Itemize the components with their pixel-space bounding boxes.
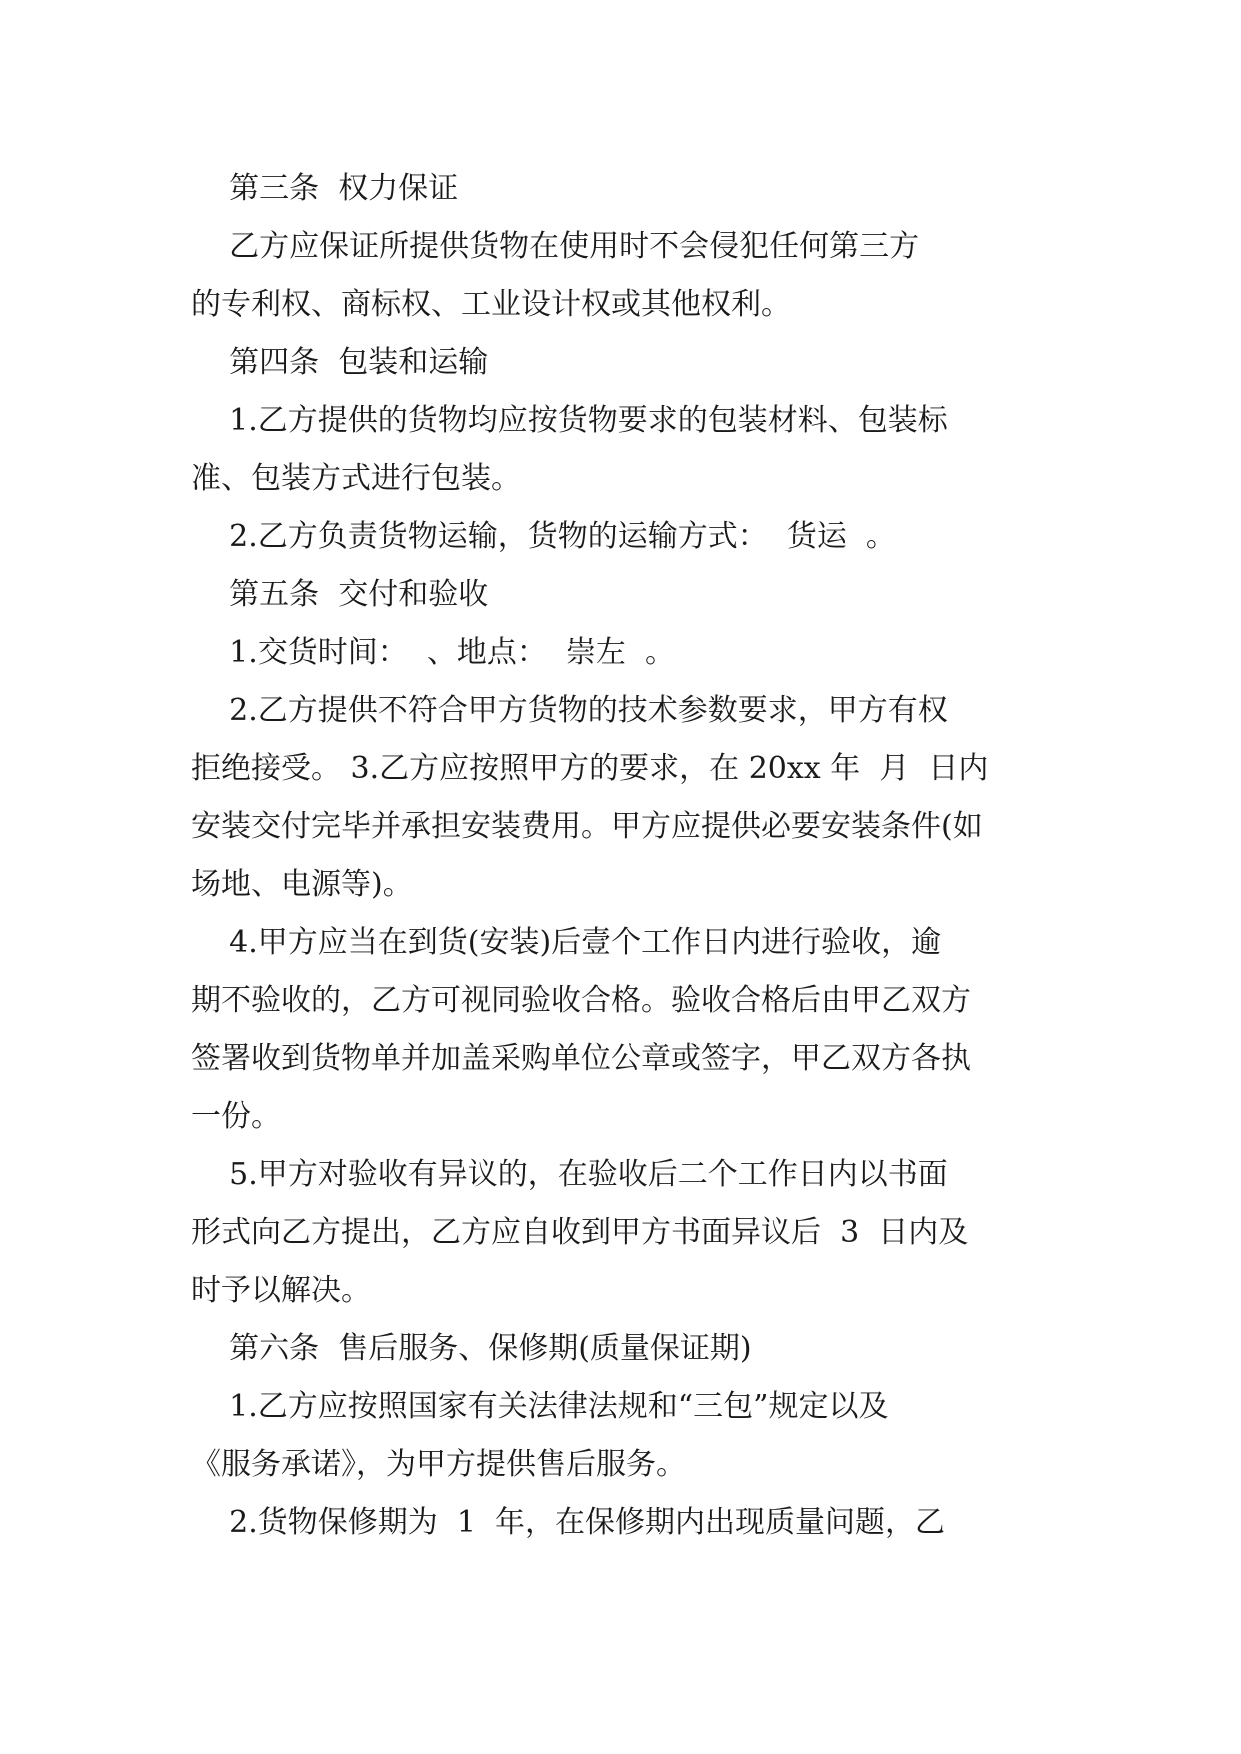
article-5-heading: 第五条 交付和验收 (191, 577, 489, 612)
paragraph-line: 准、包装方式进行包装。 (191, 461, 521, 496)
paragraph-line: 4.甲方应当在到货(安装)后壹个工作日内进行验收，逾 (191, 925, 942, 960)
paragraph-line: 乙方应保证所提供货物在使用时不会侵犯任何第三方 (191, 229, 920, 264)
paragraph-line: 2.乙方提供不符合甲方货物的技术参数要求，甲方有权 (191, 693, 948, 728)
article-4-heading: 第四条 包装和运输 (191, 345, 489, 380)
paragraph-line: 2.乙方负责货物运输，货物的运输方式： 货运 。 (191, 519, 896, 554)
paragraph-line: 场地、电源等)。 (191, 867, 413, 902)
paragraph-line: 一份。 (191, 1099, 281, 1134)
paragraph-line: 安装交付完毕并承担安装费用。甲方应提供必要安装条件(如 (191, 809, 983, 844)
paragraph-line: 2.货物保修期为 1 年，在保修期内出现质量问题，乙 (191, 1505, 945, 1540)
paragraph-line: 签署收到货物单并加盖采购单位公章或签字，甲乙双方各执 (191, 1041, 971, 1076)
paragraph-line: 5.甲方对验收有异议的，在验收后二个工作日内以书面 (191, 1157, 948, 1192)
paragraph-line: 拒绝接受。 3.乙方应按照甲方的要求，在 20xx 年 月 日内 (191, 751, 989, 786)
paragraph-line: 1.交货时间： 、地点： 崇左 。 (191, 635, 675, 670)
paragraph-line: 1.乙方提供的货物均应按货物要求的包装材料、包装标 (191, 403, 948, 438)
paragraph-line: 时予以解决。 (191, 1273, 371, 1308)
paragraph-line: 《服务承诺》，为甲方提供售后服务。 (191, 1447, 686, 1482)
paragraph-line: 的专利权、商标权、工业设计权或其他权利。 (191, 287, 791, 322)
document-body (191, 160, 1051, 1552)
paragraph-line: 形式向乙方提出，乙方应自收到甲方书面异议后 3 日内及 (191, 1215, 969, 1250)
paragraph-line: 1.乙方应按照国家有关法律法规和“三包”规定以及 (191, 1389, 889, 1424)
paragraph-line: 期不验收的，乙方可视同验收合格。验收合格后由甲乙双方 (191, 983, 971, 1018)
article-3-heading: 第三条 权力保证 (191, 171, 459, 206)
article-6-heading: 第六条 售后服务、保修期(质量保证期) (191, 1331, 752, 1366)
